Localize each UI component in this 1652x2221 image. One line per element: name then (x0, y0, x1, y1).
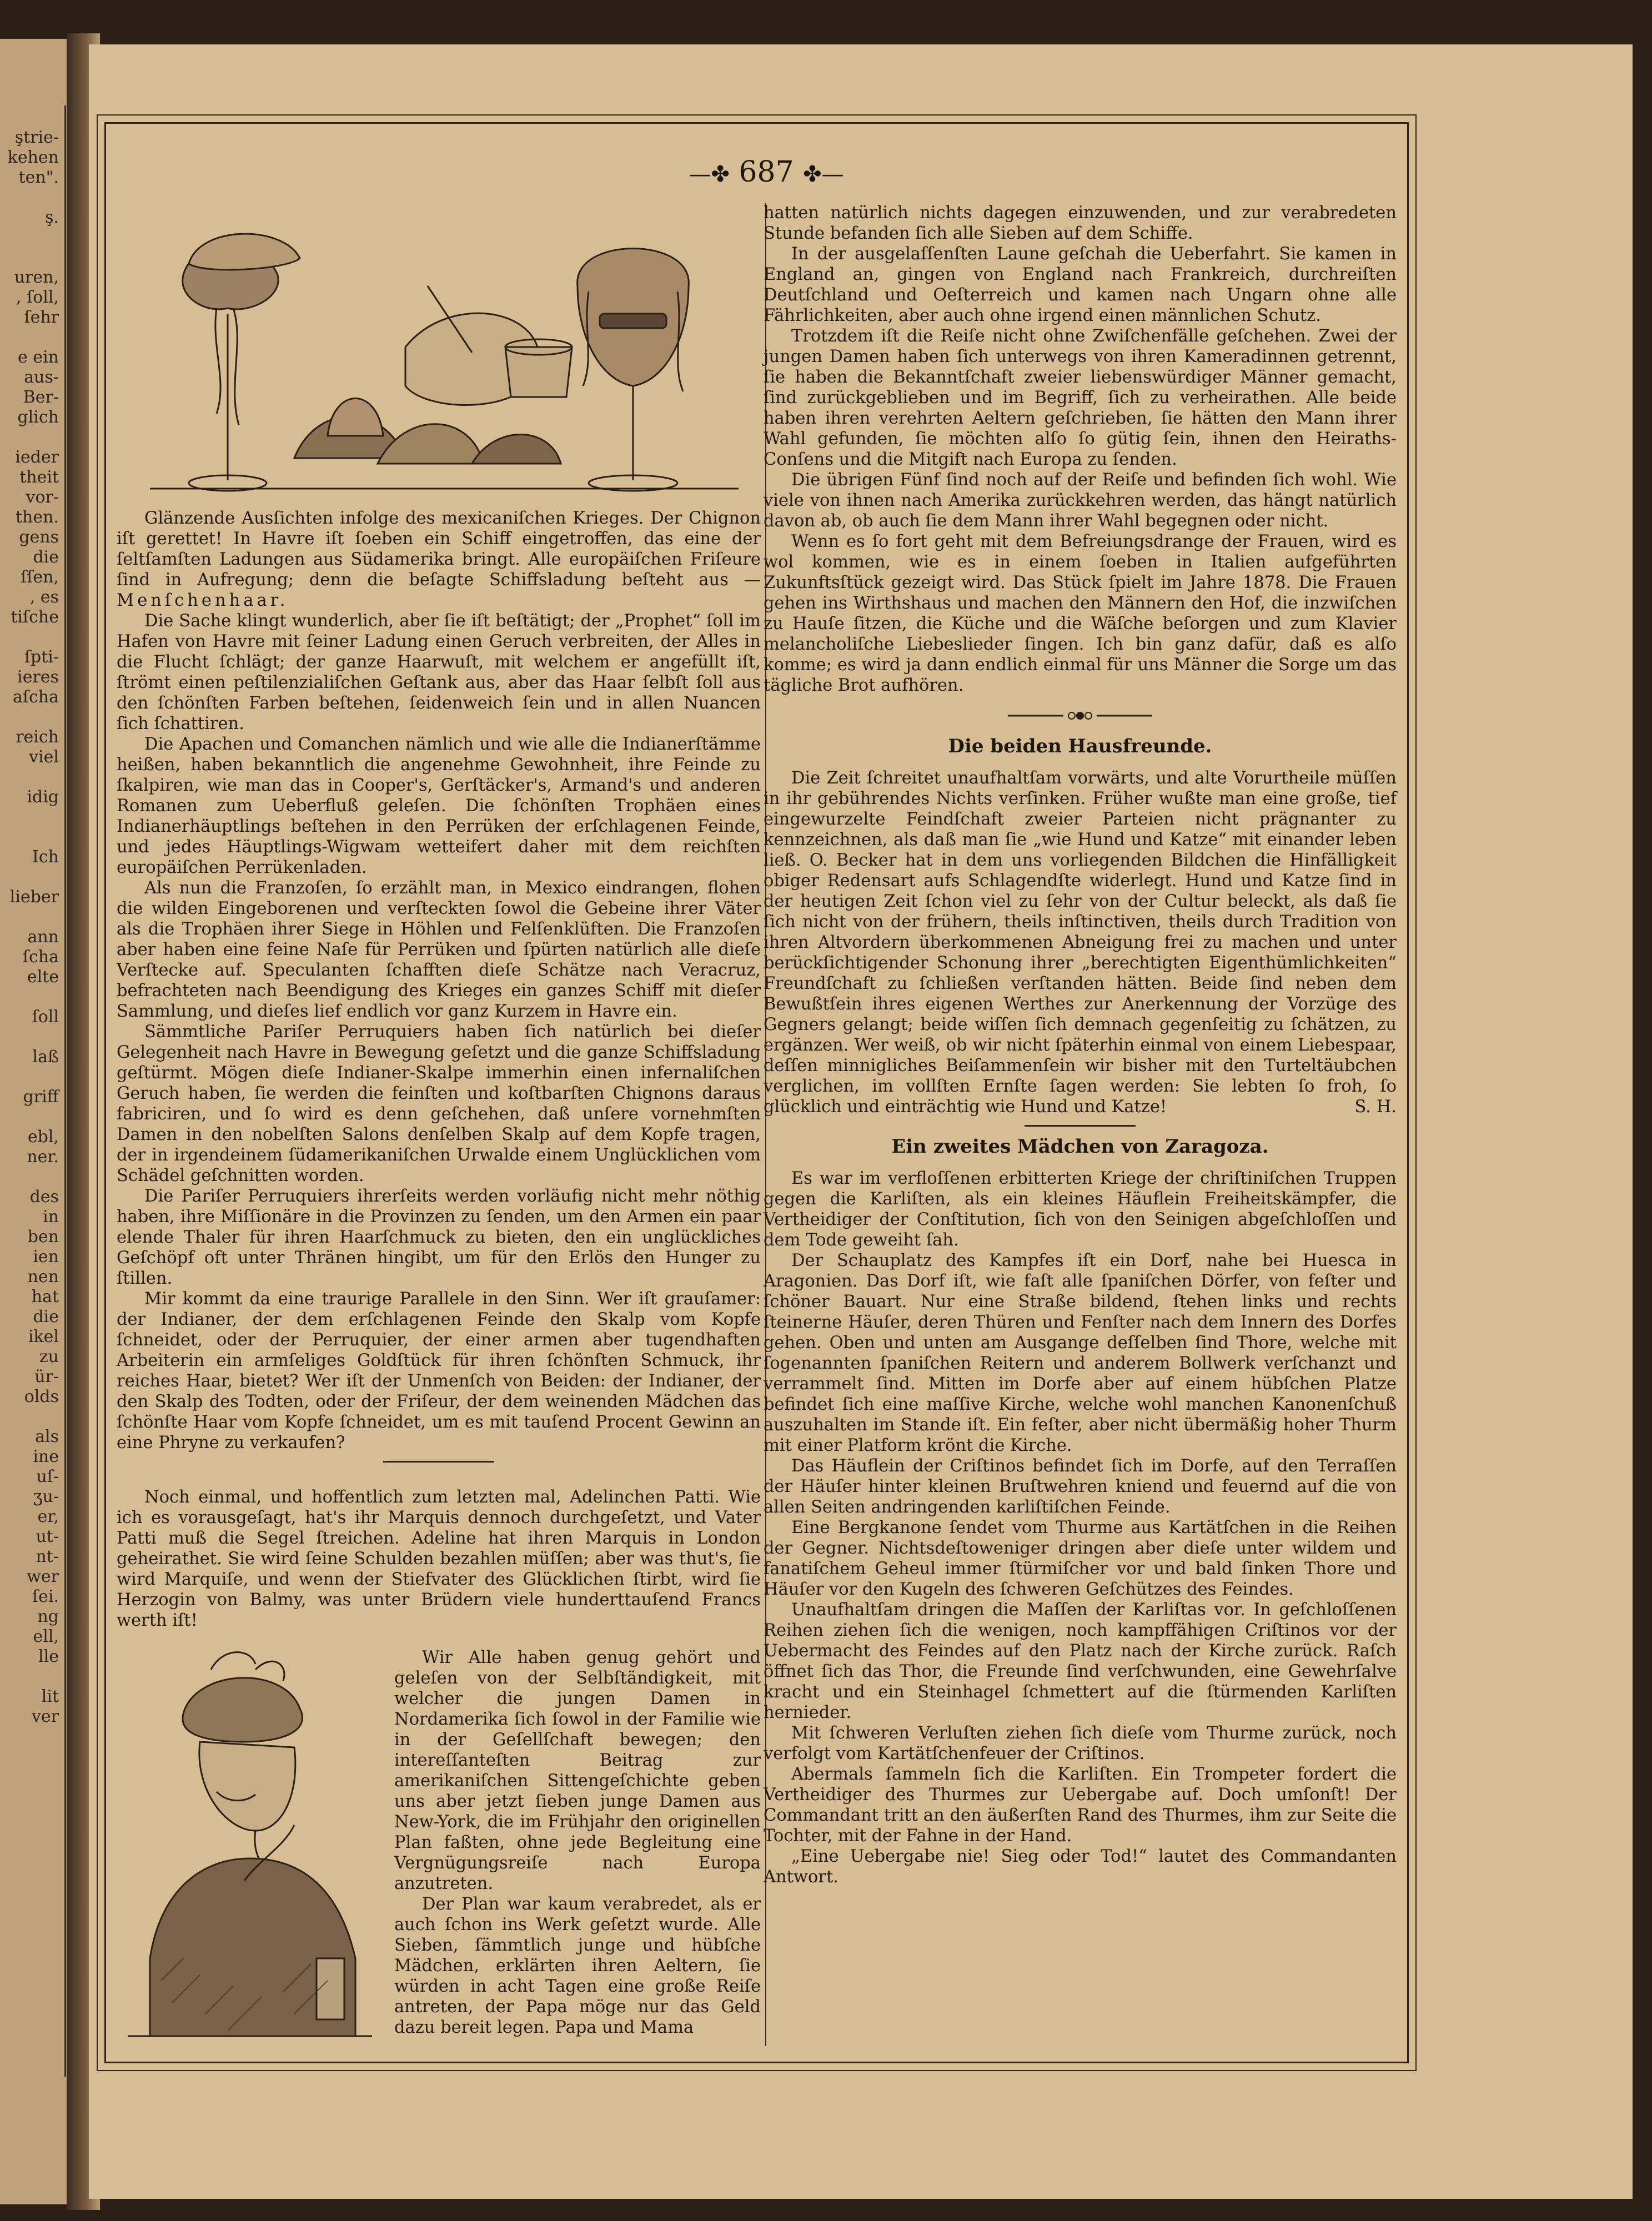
right-column (764, 203, 1397, 2046)
adjacent-fragment: viel (29, 747, 59, 767)
adjacent-fragment: glich (17, 408, 59, 427)
adjacent-fragment: des (29, 1187, 59, 1207)
paragraph-trompeter: Abermals ſammeln ſich die Karliſten. Ein Trompeter fordert die Vertheidiger des Thurmes zur Uebergabe auf. Doch umſonſt! Der Commandant tritt an den äußerſten Rand des Thurmes, ihm zur Seite die Tochter, mit der Fahne in der Hand. (764, 1765, 1397, 1846)
section-title-hausfreunde: Die beiden Hausfreunde. (948, 735, 1212, 757)
adjacent-fragment: theit (19, 468, 59, 487)
adjacent-fragment: aſcha (13, 687, 59, 707)
paragraph-schauplatz: Der Schauplatz des Kampfes iſt ein Dorf, nahe bei Huesca in Aragonien. Das Dorf iſt, wie faſt alle ſpaniſchen Dörfer, von feſter und ſchöner Bauart. Nur eine Straße bildend, ſtehen links und rechts ſteinerne Häuſer, deren Thüren und Fenſter nach dem Innern des Dorfes gehen. Oben und unten am Ausgange deſſelben ſind Thore, welche mit ſogenannten ſpaniſchen Reitern und anderem Bollwerk verſchanzt und verrammelt ſind. Mitten im Dorfe aber auf einem hübſchen Platze befindet ſich eine maſſive Kirche, welche wohl manchen Kanonenſchuß auszuhalten im Stande iſt. Ein feſter, aber nicht übermäßig hoher Thurm mit einer Platform krönt die Kirche. (764, 1251, 1397, 1455)
adjacent-fragment: als (35, 1427, 59, 1446)
paragraph-franzosen: Als nun die Franzoſen, ſo erzählt man, in Mexico eindrangen, flohen die wilden Eingeborenen und verſteckten ſowol die Gebeine ihrer Väter als die Trophäen ihrer Siege in Höhlen und Felſenklüften. Die Franzoſen aber haben eine feine Naſe für Perrüken und ſpürten natürlich alle dieſe Verſtecke auf. Speculanten ſchafften dieſe Schätze nach Veracruz, befrachteten nach Beendigung des Krieges ein ganzes Schiff mit dieſer Sammlung, und dieſes lief endlich vor ganz Kurzem in Havre ein. (117, 878, 761, 1021)
paragraph-befreiung: Wenn es ſo fort geht mit dem Befreiungsdrange der Frauen, wird es wol kommen, wie es in einem ſoeben in Italien aufgeführten Zukunftsſtück gezeigt wird. Das Stück ſpielt im Jahre 1878. Die Frauen gehen ins Wirthshaus und machen den Männern den Hof, die inzwiſchen zu Hauſe ſitzen, die Küche und die Wäſche beſorgen und zum Klavier melancholiſche Liebeslieder ſingen. Ich bin ganz dafür, daß es alſo komme; es wird ja dann endlich einmal für uns Männer die Sorge um das tägliche Brot aufhören. (764, 532, 1397, 695)
adjacent-fragment: uren, (14, 268, 59, 287)
adjacent-fragment: wer (27, 1567, 59, 1586)
adjacent-fragment (0, 428, 61, 448)
paragraph-apachen: Die Apachen und Comanchen nämlich und wie alle die Indianerſtämme heißen, haben bekanntlich die angenehme Gewohnheit, ihre Feinde zu ſkalpiren, wie man das in Cooper's, Gerſtäcker's, Armand's und anderen Romanen zum Ueberfluß geleſen. Die ſchönſten Trophäen eines Indianerhäuptlings beſtehen in den Perrüken der erſchlagenen Feinde, und jedes Häuptlings-Wigwam wetteifert daher mit dem reichſten europäiſchen Perrükenladen. (117, 735, 761, 877)
adjacent-fragment (0, 1167, 61, 1187)
adjacent-fragment: lit (41, 1687, 59, 1706)
adjacent-fragment: ut- (36, 1527, 59, 1546)
right-ornament-icon: ✤— (803, 162, 844, 187)
adjacent-fragment (0, 1107, 61, 1127)
adjacent-fragment: ten". (18, 168, 59, 187)
spaced-word-menschenhaar: Menſchenhaar. (117, 591, 289, 610)
adjacent-fragment (0, 228, 61, 248)
adjacent-fragment (0, 827, 61, 847)
adjacent-fragment: er, (37, 1507, 59, 1526)
adjacent-fragment (0, 767, 61, 787)
adjacent-fragment: olds (24, 1387, 59, 1406)
adjacent-fragment: die (33, 547, 59, 567)
adjacent-fragment: griff (23, 1087, 59, 1107)
adjacent-fragment: ine (33, 1447, 59, 1466)
paragraph-antwort: „Eine Uebergabe nie! Sieg oder Tod!“ lautet des Commandanten Antwort. (764, 1847, 1397, 1887)
ornament-rule-icon (1008, 710, 1152, 721)
adjacent-fragment (0, 328, 61, 348)
adjacent-fragment (0, 627, 61, 647)
adjacent-page-text-fragments (0, 128, 61, 2043)
signature: S. H. (1354, 1097, 1397, 1117)
adjacent-fragment (0, 907, 61, 927)
adjacent-fragment: vor- (26, 488, 59, 507)
paragraph-chignon (117, 508, 761, 611)
adjacent-fragment: ner. (27, 1147, 59, 1167)
adjacent-fragment: ieres (17, 667, 59, 687)
adjacent-fragment: idig (27, 787, 59, 807)
adjacent-fragment (0, 987, 61, 1007)
paragraph-plan: Der Plan war kaum verabredet, als er auch ſchon ins Werk geſetzt wurde. Alle Sieben, ſämmtlich junge und hübſche Mädchen, erklärten ihren Aeltern, ſie würden in acht Tagen eine große Reiſe antreten, der Papa möge nur das Geld dazu bereit legen. Papa und Mama (394, 1895, 761, 2037)
adjacent-fragment: ştrie- (14, 128, 59, 147)
adjacent-fragment: ikel (28, 1327, 59, 1346)
paragraph-patti: Noch einmal, und hoffentlich zum letzten mal, Adelinchen Patti. Wie ich es vorausgeſagt, hat's ihr Marquis dennoch durchgeſetzt, und Vater Patti muß die Segel ſtreichen. Adeline hat ihren Marquis in London geheirathet. Sie wird ſeine Schulden bezahlen müſſen; aber was thut's, ſie wird Marquiſe, und wenn der Stiefvater des Glücklichen ſtirbt, wird ſie Herzogin von Balmy, was unter Brüdern viele hunderttauſend Francs werth iſt! (117, 1488, 761, 1630)
paragraph-verluste: Mit ſchweren Verluſten ziehen ſich dieſe vom Thurme zurück, noch verfolgt vom Kartätſchenfeuer der Criſtinos. (764, 1723, 1397, 1763)
paragraph-parallele: Mir kommt da eine traurige Parallele in den Sinn. Wer iſt grauſamer: der Indianer, der dem erſchlagenen Feinde den Skalp vom Kopfe ſchneidet, oder der Perruquier, der einer armen aber tugendhaften Arbeiterin ein armſeliges Goldſtück für ihren ſchönſten Schmuck, ihr reiches Haar, bietet? Wer iſt der Unmenſch von Beiden: der Indianer, der den Skalp des Todten, oder der Friſeur, der dem weinenden Mädchen das ſchönſte Haar vom Kopfe ſchneidet, um es mit tauſend Procent Gewinn an eine Phryne zu verkaufen? (117, 1289, 761, 1453)
adjacent-fragment: zu (39, 1347, 59, 1366)
book-page (89, 44, 1633, 2199)
adjacent-fragment: ſei. (32, 1587, 59, 1606)
adjacent-fragment: Ich (32, 847, 59, 867)
adjacent-fragment: nen (27, 1267, 59, 1287)
section-rule (383, 1461, 494, 1463)
adjacent-fragment: ver (31, 1707, 59, 1726)
adjacent-fragment: Ber- (23, 388, 59, 407)
adjacent-fragment: die (33, 1307, 59, 1326)
paragraph-chignon-text: Glänzende Ausſichten infolge des mexicaniſchen Krieges. Der Chignon iſt gerettet! In Havre iſt ſoeben ein Schiff eingetroffen, das eine der ſeltſamſten Ladungen aus Südamerika bringt. Alle europäiſchen Friſeure ſind in Aufregung; denn die beſagte Schiffsladung beſteht aus — (117, 509, 761, 590)
adjacent-fragment: kehen (7, 148, 59, 167)
ornamental-divider (764, 706, 1397, 726)
adjacent-fragment: elte (27, 967, 59, 987)
adjacent-fragment: ell, (33, 1627, 59, 1646)
adjacent-fragment (0, 1407, 61, 1427)
woman-illustration (117, 1647, 383, 2069)
adjacent-fragment (0, 1027, 61, 1047)
paragraph-bergkanone: Eine Bergkanone ſendet vom Thurme aus Kartätſchen in die Reihen der Gegner. Nichtsdeſtoweniger dringen aber dieſe unter wildem und fanatiſchem Geheul immer ſtürmiſcher vor und bald ſinken Thore und Häuſer vor den Kugeln des ſchweren Geſchützes des Feindes. (764, 1518, 1397, 1599)
paragraph-prophet: Die Sache klingt wunderlich, aber ſie iſt beſtätigt; der „Prophet“ ſoll im Hafen von Havre mit ſeiner Ladung einen Geruch verbreiten, der Alles in die Flucht ſchlägt; der ganze Haarwuſt, mit welchem er angefüllt iſt, ſtrömt einen peſtilenzialiſchen Geſtank aus, aber das Haar ſelbſt ſoll aus den ſchönſten Farben beſtehen, ſeidenweich ſein und in allen Nuancen ſich ſchattiren. (117, 611, 761, 733)
adjacent-fragment: ien (33, 1247, 59, 1267)
adjacent-fragment: reich (16, 727, 59, 747)
adjacent-fragment: , es (29, 587, 59, 607)
page-number (677, 155, 855, 189)
adjacent-fragment: ebl, (27, 1127, 59, 1147)
adjacent-fragment: ş. (45, 208, 59, 227)
paragraph-fuenf: Die übrigen Fünf ſind noch auf der Reiſe und befinden ſich wohl. Wie viele von ihnen nach Amerika zurückkehren werden, das hängt natürlich davon ab, ob auch ſie dem Mann ihrer Wahl begegnen oder nicht. (764, 470, 1397, 531)
section-title-zaragoza: Ein zweites Mädchen von Zaragoza. (891, 1135, 1269, 1158)
adjacent-fragment: ʒu- (33, 1487, 59, 1506)
adjacent-fragment: lieber (9, 887, 59, 907)
paragraph-perruquiers: Sämmtliche Pariſer Perruquiers haben ſich natürlich bei dieſer Gelegenheit nach Havre in Bewegung geſetzt und die ganze Schiffsladung geſtürmt. Mögen dieſe Indianer-Skalpe immerhin einen infernaliſchen Geruch haben, ſie werden die feinſten und koſtbarſten Chignons daraus fabriciren, und ſo wird es denn geſchehen, daß unſere vornehmſten Damen in den nobelſten Salons denſelben Skalp auf dem Kopfe tragen, der in irgendeinem ſüdamerikaniſchen Urwalde einem Unglücklichen vom Schädel geſchnitten worden. (117, 1022, 761, 1185)
adjacent-fragment: then. (16, 507, 59, 527)
paragraph-ueberfahrt: In der ausgelaſſenſten Laune geſchah die Ueberfahrt. Sie kamen in England an, gingen von England nach Frankreich, durchreiſten Deutſchland und Oeſterreich und kamen nach Ungarn ohne alle Fährlichkeiten, aber auch ohne irgend einen männlichen Schutz. (764, 244, 1397, 325)
paragraph-hund-und-katze-text: Die Zeit ſchreitet unaufhaltſam vorwärts, und alte Vorurtheile müſſen in ihr gebührendes Nichts verſinken. Früher wußte man eine große, tief eingewurzelte Feindſchaft zweier Parteien nicht prägnanter zu kennzeichnen, als daß man ſie „wie Hund und Katze“ mit einander leben ließ. O. Becker hat in dem uns vorliegenden Bildchen die Hinfälligkeit obiger Redensart aufs Schlagendſte widerlegt. Hund und Katze ſind in der heutigen Zeit ſchon viel zu ſehr von der Cultur beleckt, als daß ſie ſich nicht von der frühern, theils inſtinctiven, theils durch Tradition von ihren Altvordern überkommenen Abneigung frei zu machen und unter berückſichtigender Schonung ihrer „berechtigten Eigenthümlichkeiten“ Freundſchaft zu ſchließen verſtanden hätten. Beide ſind neben dem Bewußtſein ihres eigenen Werthes zur Anerkennung der Vorzüge des Gegners gelangt; beide wiſſen ſich demnach gegenſeitig zu ſchätzen, zu ergänzen. Wer weiß, ob wir nicht ſpäterhin einmal von einem Liebespaar, deſſen minnigliches Beiſammenſein wir bisher mit den Turteltäubchen verglichen, im vollſten Ernſte ſagen werden: Sie lebten ſo froh, ſo glücklich und einträchtig wie Hund und Katze! (764, 768, 1397, 1117)
adjacent-fragment: ſehr (24, 308, 59, 327)
adjacent-fragment: ſſen, (21, 567, 59, 587)
adjacent-fragment: laß (32, 1047, 59, 1067)
adjacent-fragment: aus- (24, 368, 59, 387)
adjacent-fragment (0, 707, 61, 727)
paragraph-haeuflein: Das Häuflein der Criſtinos befindet ſich im Dorfe, auf den Terraſſen der Häuſer hinter kleinen Bruſtwehren kniend und feuernd auf die von allen Seiten andringenden karliſtiſchen Feinde. (764, 1456, 1397, 1517)
adjacent-fragment: hat (31, 1287, 59, 1307)
adjacent-fragment (0, 1067, 61, 1087)
section-rule-2 (1025, 1125, 1136, 1127)
adjacent-fragment: nt- (36, 1547, 59, 1566)
adjacent-fragment: in (43, 1207, 59, 1227)
adjacent-fragment (0, 807, 61, 827)
paragraph-hund-und-katze (764, 768, 1397, 1117)
adjacent-fragment: gens (19, 527, 59, 547)
adjacent-fragment: ür- (34, 1367, 59, 1386)
left-ornament-icon: —✤ (689, 162, 730, 187)
paragraph-zwischenfaelle: Trotzdem iſt die Reiſe nicht ohne Zwiſchenfälle geſchehen. Zwei der jungen Damen haben ſich unterwegs von ihren Kameradinnen getrennt, ſie haben die Bekanntſchaft zweier liebenswürdiger Männer gemacht, ſind zurückgeblieben und im Begriff, ſich zu verheirathen. Alle beide haben ihren verehrten Aeltern geſchrieben, ſie hätten den Mann ihrer Wahl gefunden, ſie möchten alſo ſo gütig ſein, ihnen den Heiraths-Conſens und die Mitgift nach Europa zu ſenden. (764, 326, 1397, 469)
paragraph-new-york: Wir Alle haben genug gehört und geleſen von der Selbſtändigkeit, mit welcher die jungen Damen in Nordamerika ſich ſowol in der Familie wie in der Geſellſchaft bewegen; den intereſſanteſten Beitrag zur amerikaniſchen Sittengeſchichte geben uns aber jetzt ſieben junge Damen aus New-York, die im Frühjahr den originellen Plan faßten, ohne jede Begleitung eine Vergnügungsreiſe nach Europa anzutreten. (394, 1648, 761, 1893)
paragraph-karlistas: Unaufhaltſam dringen die Maſſen der Karliſtas vor. In geſchloſſenen Reihen ziehen ſich die wenigen, noch kampffähigen Criſtinos vor der Uebermacht des Feindes auf den Platz nach der Kirche zurück. Raſch öffnet ſich das Thor, die Freunde ſind verſchwunden, eine Gewehrſalve kracht und ein Steinhagel ſchmettert auf die ſtürmenden Karliſten hernieder. (764, 1600, 1397, 1722)
adjacent-fragment: , ſoll, (16, 288, 59, 307)
adjacent-fragment: ſpti- (24, 647, 59, 667)
adjacent-fragment (0, 1667, 61, 1687)
adjacent-fragment: ben (27, 1227, 59, 1247)
paragraph-continuation: hatten natürlich nichts dagegen einzuwenden, und zur verabredeten Stunde befanden ſich alle Sieben auf dem Schiffe. (764, 203, 1397, 243)
page-number-value: 687 (739, 155, 794, 189)
adjacent-fragment: uſ- (36, 1467, 59, 1486)
adjacent-page-rule (64, 105, 66, 2077)
adjacent-fragment (0, 248, 61, 268)
adjacent-fragment (0, 188, 61, 208)
adjacent-fragment: ſoll (32, 1007, 59, 1027)
adjacent-fragment: ann (27, 927, 59, 947)
adjacent-fragment: ieder (15, 448, 59, 467)
adjacent-fragment: tiſche (11, 607, 59, 627)
wigs-illustration (117, 203, 755, 503)
left-column (117, 203, 761, 2046)
adjacent-fragment: ſcha (22, 947, 59, 967)
adjacent-fragment: ng (37, 1607, 59, 1626)
adjacent-fragment: e ein (18, 348, 59, 367)
adjacent-fragment (0, 867, 61, 887)
adjacent-fragment: lle (38, 1647, 59, 1666)
paragraph-krieg: Es war im verfloſſenen erbitterten Kriege der chriſtiniſchen Truppen gegen die Karliſten, als ein kleines Häuflein Freiheitskämpfer, die Vertheidiger der Conſtitution, ſich von den Seinigen abgeſchloſſen und dem Tode geweiht ſah. (764, 1169, 1397, 1250)
paragraph-missionaere: Die Pariſer Perruquiers ihrerſeits werden vorläufig nicht mehr nöthig haben, ihre Miſſionäre in die Provinzen zu ſenden, um den Armen ein paar elende Thaler für ihren Haarſchmuck zu bieten, den ein unglückliches Geſchöpf oft unter Thränen hingibt, um für den Erlös den Hunger zu ſtillen. (117, 1187, 761, 1288)
